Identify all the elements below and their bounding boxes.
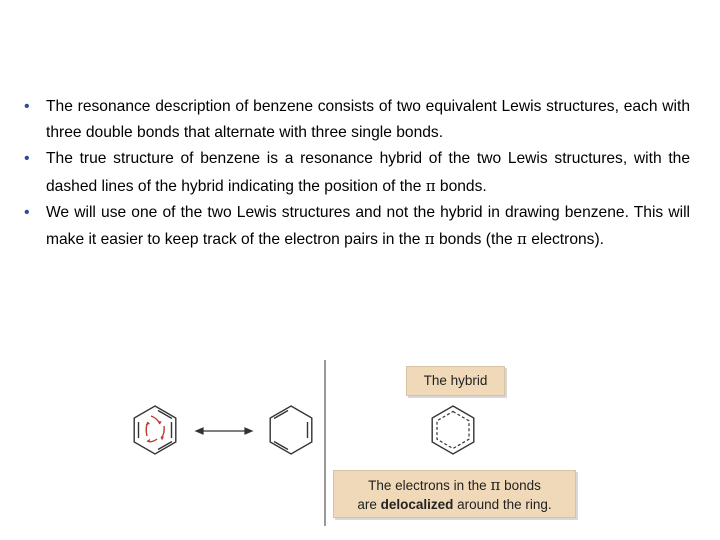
bullet-text: The true structure of benzene is a resonance hybrid of the two Lewis structures, with the dashed lines of the hybrid indicating the position of the π bonds.: [46, 150, 690, 195]
bullet-item: [22, 146, 690, 199]
electron-delocalization-caption: [333, 470, 576, 518]
caption-line-2: are delocalized around the ring.: [357, 497, 552, 512]
caption-line-1: The electrons in the π bonds: [368, 476, 541, 494]
delocalized-word: delocalized: [380, 497, 454, 512]
benzene-figure: [120, 358, 590, 528]
pi-symbol: π: [424, 230, 435, 249]
pi-symbol: π: [517, 230, 527, 249]
lewis-structure-1: [134, 406, 176, 454]
bullet-marker: •: [24, 98, 30, 115]
bullet-marker: •: [24, 150, 30, 168]
resonance-hybrid: [432, 406, 474, 454]
lewis-structure-2: [270, 406, 312, 454]
bullet-text: The resonance description of benzene consists of two equivalent Lewis structures, each with three double bonds that alternate with three single bonds.: [46, 98, 690, 142]
bullet-text: We will use one of the two Lewis structures and not the hybrid in drawing benzene. This will make it easier to keep track of the electron pairs in the π bonds (the π electrons).: [46, 203, 690, 249]
bullet-item: [22, 200, 690, 253]
resonance-arrow: [196, 428, 252, 434]
bullet-marker: •: [24, 203, 30, 221]
pi-symbol: π: [425, 176, 436, 195]
bullet-list: [22, 94, 690, 253]
pi-symbol: π: [490, 476, 501, 494]
bullet-item: [22, 94, 690, 146]
hybrid-label: The hybrid: [406, 366, 505, 396]
